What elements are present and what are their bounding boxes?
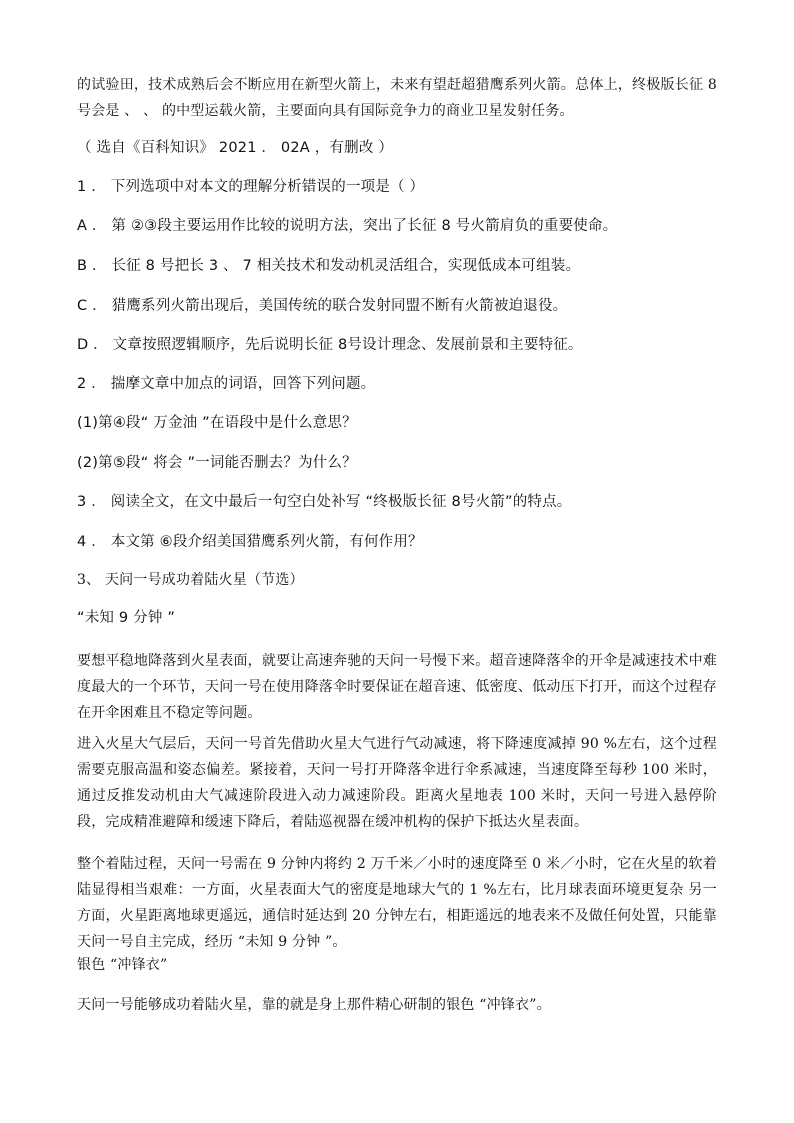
subheading-silver-jacket: 银色 “冲锋衣” [77,957,168,973]
article-source: （ 选自《百科知识》 2021 ． 02A ，有删改 ） [77,140,394,156]
question-1: 1 ． 下列选项中对本文的理解分析错误的一项是（ ） [77,179,425,195]
paragraph-2: 进入火星大气层后，天问一号首先借助火星大气进行气动减速，将下降速度减掉 90 %左右，这个过程需要克服高温和姿态偏差。紧接着，天问一号打开降落伞进行伞系减速，当速度降至每秒 100 米时，通过反推发动机由大气减速阶段进入动力减速阶段。距离火星地表 100 米时，天问一号进入悬停阶段，完成精准避障和缓速下降后，着陆巡视器在缓冲机构的保护下抵达火星表面。 [77,736,717,830]
paragraph-4: 天问一号能够成功着陆火星，靠的就是身上那件精心研制的银色 “冲锋衣”。 [77,997,551,1013]
question-2-part-2: (2)第⑤段“ 将会 ”一词能否删去？为什么？ [77,455,357,471]
question-1-option-b: B ． 长征 8 号把长 3 、 7 相关技术和发动机灵活组合，实现低成本可组装。 [77,258,581,274]
article1-continuation: 的试验田，技术成熟后会不断应用在新型火箭上，未来有望赶超猎鹰系列火箭。总体上，终极版长征 8 号会是 、 、 的中型运载火箭，主要面向具有国际竞争力的商业卫星发射任务。 [77,77,717,119]
section-title: 3、 天问一号成功着陆火星（节选） [77,572,304,588]
paragraph-3: 整个着陆过程，天问一号需在 9 分钟内将约 2 万千米／小时的速度降至 0 米／小时，它在火星的软着陆显得相当艰难：一方面，火星表面大气的密度是地球大气的 1 %左右，比月球表面环境更复杂 另一方面，火星距离地球更遥远，通信时延达到 20 分钟左右，相距遥远的地表来不及做任何处置，只能靠天问一号自主完成，经历 “未知 9 分钟 ”。 [77,856,717,950]
question-3: 3 ． 阅读全文，在文中最后一句空白处补写 “终极版长征 8号火箭”的特点。 [77,494,572,510]
question-2: 2 ． 揣摩文章中加点的词语，回答下列问题。 [77,376,376,392]
question-1-option-a: A ． 第 ②③段主要运用作比较的说明方法，突出了长征 8 号火箭肩负的重要使命。 [77,218,618,234]
question-2-part-1: (1)第④段“ 万金油 ”在语段中是什么意思？ [77,415,357,431]
question-1-option-c: C ． 猎鹰系列火箭出现后，美国传统的联合发射同盟不断有火箭被迫退役。 [77,298,568,314]
subheading-unknown-9-minutes: “未知 9 分钟 ” [77,610,176,626]
paragraph-1: 要想平稳地降落到火星表面，就要让高速奔驰的天问一号慢下来。超音速降落伞的开伞是减速技术中难度最大的一个环节，天问一号在使用降落伞时要保证在超音速、低密度、低动压下打开，而这个过程存在开伞困难且不稳定等问题。 [77,653,717,721]
question-4: 4 ． 本文第 ⑥段介绍美国猎鹰系列火箭，有何作用？ [77,534,423,550]
question-1-option-d: D ． 文章按照逻辑顺序，先后说明长征 8号设计理念、发展前景和主要特征。 [77,337,583,353]
